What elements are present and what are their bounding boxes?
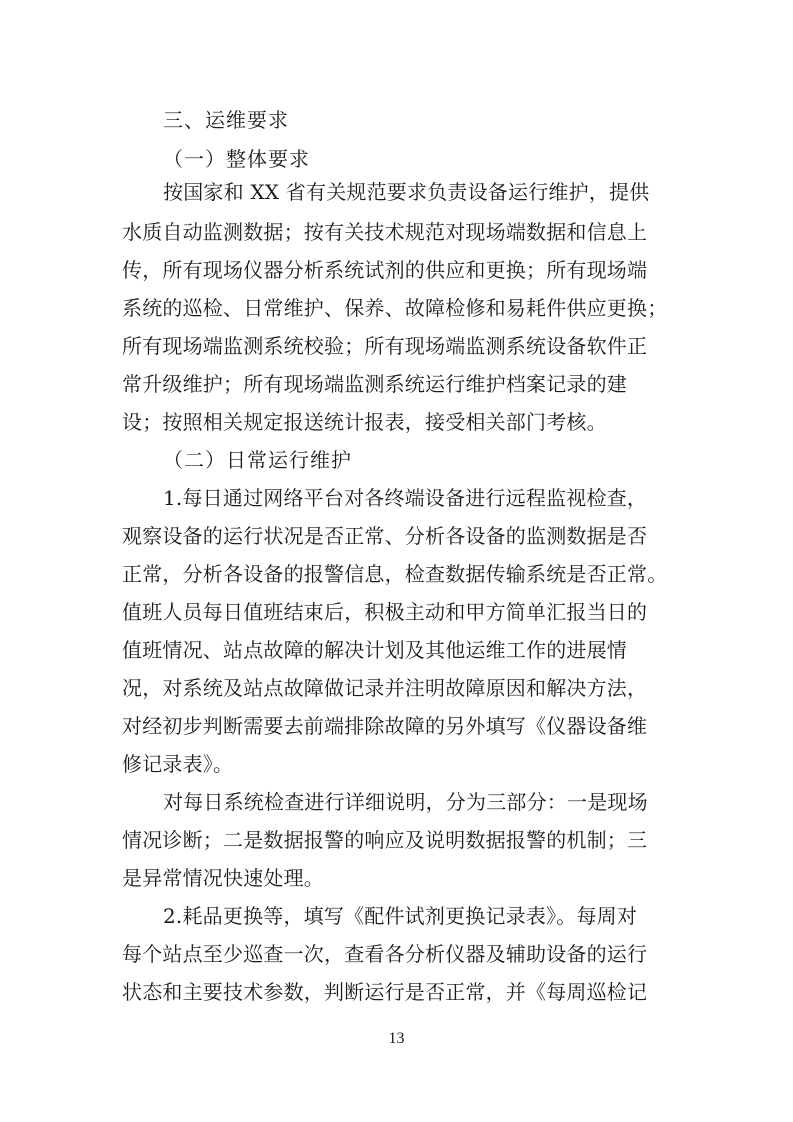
paragraph-line: 设；按照相关规定报送统计报表，接受相关部门考核。 xyxy=(122,410,607,434)
subsection-1-heading: （一）整体要求 xyxy=(163,147,310,171)
paragraph-line: 对每日系统检查进行详细说明，分为三部分：一是现场 xyxy=(163,790,648,814)
subsection-2-heading: （二）日常运行维护 xyxy=(163,448,352,472)
paragraph-line: 正常，分析各设备的报警信息，检查数据传输系统是否正常。 xyxy=(122,562,668,586)
paragraph-line: 系统的巡检、日常维护、保养、故障检修和易耗件供应更换； xyxy=(122,296,668,320)
paragraph-line: 1.每日通过网络平台对各终端设备进行远程监视检查， xyxy=(163,486,648,510)
paragraph-line: 传，所有现场仪器分析系统试剂的供应和更换；所有现场端 xyxy=(122,258,648,282)
paragraph-line: 值班人员每日值班结束后，积极主动和甲方简单汇报当日的 xyxy=(122,600,648,624)
paragraph-line: 所有现场端监测系统校验；所有现场端监测系统设备软件正 xyxy=(122,334,648,358)
paragraph-line: 情况诊断；二是数据报警的响应及说明数据报警的机制；三 xyxy=(122,828,648,852)
paragraph-line: 值班情况、站点故障的解决计划及其他运维工作的进展情 xyxy=(122,638,627,662)
paragraph-line: 修记录表》。 xyxy=(122,752,234,776)
paragraph-line: 是异常情况快速处理。 xyxy=(122,866,324,890)
paragraph-line: 况，对系统及站点故障做记录并注明故障原因和解决方法， xyxy=(122,676,648,700)
paragraph-line: 观察设备的运行状况是否正常、分析各设备的监测数据是否 xyxy=(122,524,648,548)
paragraph-line: 常升级维护；所有现场端监测系统运行维护档案记录的建 xyxy=(122,372,627,396)
section-heading: 三、运维要求 xyxy=(163,108,289,132)
paragraph-line: 状态和主要技术参数，判断运行是否正常，并《每周巡检记 xyxy=(122,980,648,1004)
paragraph-line: 2.耗品更换等，填写《配件试剂更换记录表》。每周对 xyxy=(163,904,638,928)
page-number: 13 xyxy=(388,1030,405,1047)
paragraph-line: 按国家和 XX 省有关规范要求负责设备运行维护，提供 xyxy=(163,180,650,204)
paragraph-line: 对经初步判断需要去前端排除故障的另外填写《仪器设备维 xyxy=(122,714,648,738)
paragraph-line: 水质自动监测数据；按有关技术规范对现场端数据和信息上 xyxy=(122,220,648,244)
paragraph-line: 每个站点至少巡查一次，查看各分析仪器及辅助设备的运行 xyxy=(122,942,648,966)
